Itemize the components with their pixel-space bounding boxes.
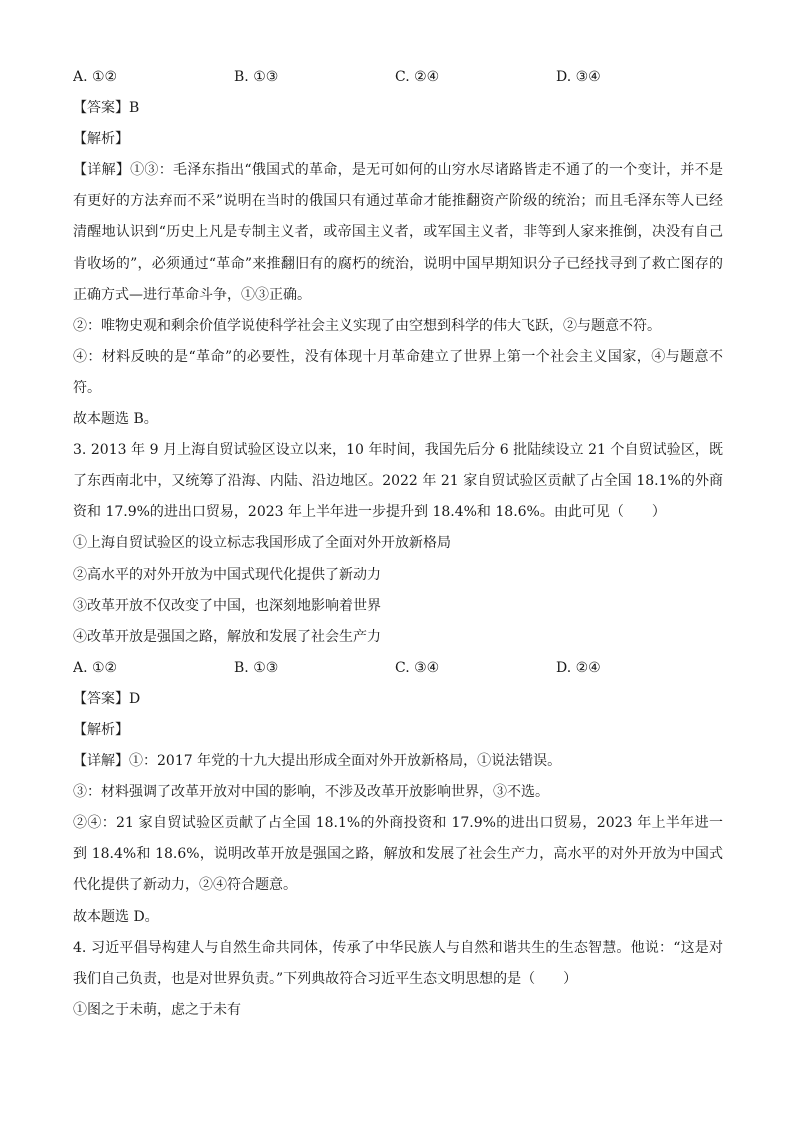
option-c: C. ②④ (395, 69, 440, 85)
document-page (73, 62, 723, 1026)
option-d: D. ③④ (556, 69, 601, 85)
statement-3: ③改革开放不仅改变了中国，也深刻地影响着世界 (73, 597, 381, 614)
question-4-stem: 4. 习近平倡导构建人与自然生命共同体，传承了中华民族人与自然和谐共生的生态智慧。他说：“这是对 (73, 939, 723, 956)
text-line: 【详解】①③：毛泽东指出“俄国式的革命，是无可如何的山穷水尽诸路皆走不通了的一个变计，并不是 (73, 162, 723, 179)
analysis-label: 【解析】 (73, 721, 129, 738)
answer-label: 【答案】D (73, 690, 141, 707)
option-b: B. ①③ (234, 69, 279, 85)
statement-2: ②高水平的对外开放为中国式现代化提供了新动力 (73, 566, 381, 583)
text-line: 到 18.4%和 18.6%，说明改革开放是强国之路，解放和发展了社会生产力，高水平的对外开放为中国式 (73, 846, 723, 863)
statement-4: ④改革开放是强国之路，解放和发展了社会生产力 (73, 628, 381, 645)
statement-1: ①图之于未萌，虑之于未有 (73, 1001, 241, 1018)
question-3-stem: 了东西南北中，又统筹了沿海、内陆、沿边地区。2022 年 21 家自贸试验区贡献了占全国 18.1%的外商 (73, 473, 723, 490)
text-line: 有更好的方法弃而不采”说明在当时的俄国只有通过革命才能推翻资产阶级的统治；而且毛泽东等人已经 (73, 193, 723, 210)
option-a: A. ①② (73, 659, 118, 676)
answer-options-q3 (73, 653, 723, 684)
option-b: B. ①③ (234, 659, 279, 676)
text-line: ②：唯物史观和剩余价值学说使科学社会主义实现了由空想到科学的伟大飞跃，②与题意不符。 (73, 317, 661, 334)
text-line: ④：材料反映的是“革命”的必要性，没有体现十月革命建立了世界上第一个社会主义国家，④与题意不 (73, 348, 723, 365)
question-3-stem: 3. 2013 年 9 月上海自贸试验区设立以来，10 年时间，我国先后分 6 批陆续设立 21 个自贸试验区，既 (73, 442, 723, 459)
text-line: 正确方式—进行革命斗争，①③正确。 (73, 286, 311, 303)
text-line: 符。 (73, 379, 101, 396)
conclusion-line: 故本题选 B。 (73, 411, 158, 428)
option-c: C. ③④ (395, 659, 440, 676)
text-line: ②④：21 家自贸试验区贡献了占全国 18.1%的外商投资和 17.9%的进出口贸易，2023 年上半年进一 (73, 815, 723, 832)
text-line: 代化提供了新动力，②④符合题意。 (73, 877, 297, 894)
text-line: 清醒地认识到“历史上凡是专制主义者，或帝国主义者，或军国主义者，非等到人家来推倒，决没有自己 (73, 224, 723, 241)
answer-options-q2 (73, 62, 723, 93)
question-4-stem: 我们自己负责，也是对世界负责。”下列典故符合习近平生态文明思想的是（ ） (73, 970, 578, 987)
text-line: 肯收场的”，必须通过“革命”来推翻旧有的腐朽的统治，说明中国早期知识分子已经找寻到了救亡图存的 (73, 255, 723, 272)
statement-1: ①上海自贸试验区的设立标志我国形成了全面对外开放新格局 (73, 535, 451, 552)
question-3-stem: 资和 17.9%的进出口贸易，2023 年上半年进一步提升到 18.4%和 18.6%。由此可见（ ） (73, 504, 666, 521)
analysis-label: 【解析】 (73, 131, 129, 148)
option-d: D. ②④ (556, 659, 601, 676)
text-line: ③：材料强调了改革开放对中国的影响，不涉及改革开放影响世界，③不选。 (73, 784, 549, 801)
text-line: 【详解】①：2017 年党的十九大提出形成全面对外开放新格局，①说法错误。 (73, 753, 562, 770)
conclusion-line: 故本题选 D。 (73, 908, 159, 925)
answer-label: 【答案】B (73, 100, 140, 117)
option-a: A. ①② (73, 69, 118, 85)
